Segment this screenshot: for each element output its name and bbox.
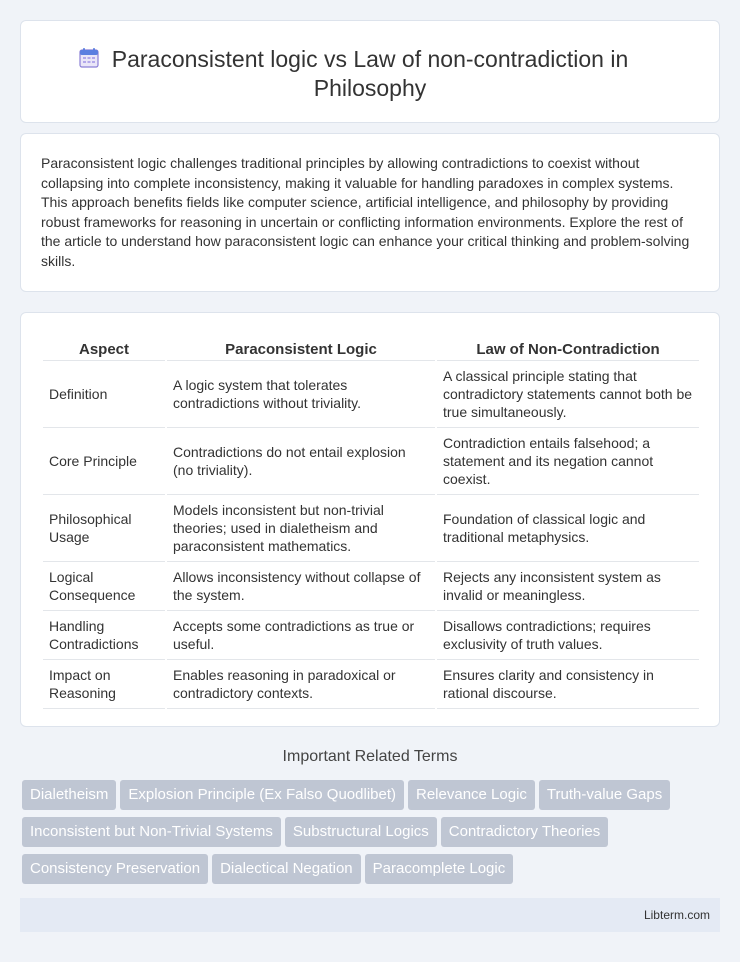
- table-row: [43, 660, 699, 709]
- footer: [20, 898, 720, 932]
- term-tag[interactable]: Truth-value Gaps: [539, 780, 670, 810]
- table-row: [43, 361, 699, 428]
- table-cell: A classical principle stating that contradictory statements cannot both be true simultaneously.: [437, 361, 699, 428]
- table-cell-aspect: Definition: [43, 361, 165, 428]
- table-cell-aspect: Logical Consequence: [43, 562, 165, 611]
- table-cell: Allows inconsistency without collapse of the system.: [167, 562, 435, 611]
- term-tag[interactable]: Substructural Logics: [285, 817, 437, 847]
- table-cell: Ensures clarity and consistency in rational discourse.: [437, 660, 699, 709]
- table-cell: Contradiction entails falsehood; a statement and its negation cannot coexist.: [437, 428, 699, 495]
- term-tag[interactable]: Dialetheism: [22, 780, 116, 810]
- intro-paragraph: Paraconsistent logic challenges traditional principles by allowing contradictions to coexist without collapsing into complete inconsistency, making it valuable for handling paradoxes in complex systems. This approach benefits fields like computer science, artificial intelligence, and philosophy by providing robust frameworks for reasoning in uncertain or conflicting information environments. Explore the rest of the article to understand how paraconsistent logic can enhance your critical thinking and problem-solving skills.: [41, 155, 690, 269]
- table-row: [43, 428, 699, 495]
- related-terms-list: [22, 780, 722, 891]
- intro-card: [20, 133, 720, 292]
- term-tag[interactable]: Relevance Logic: [408, 780, 535, 810]
- comparison-table-card: [20, 312, 720, 727]
- table-cell-aspect: Handling Contradictions: [43, 611, 165, 660]
- table-cell-aspect: Philosophical Usage: [43, 495, 165, 562]
- header-paraconsistent: Paraconsistent Logic: [167, 333, 435, 361]
- table-cell: A logic system that tolerates contradictions without triviality.: [167, 361, 435, 428]
- table-cell-aspect: Core Principle: [43, 428, 165, 495]
- term-tag[interactable]: Explosion Principle (Ex Falso Quodlibet): [120, 780, 404, 810]
- title-line-1: Paraconsistent logic vs Law of non-contradiction in: [111, 46, 629, 72]
- table-cell: Models inconsistent but non-trivial theories; used in dialetheism and paraconsistent mathematics.: [167, 495, 435, 562]
- header-non-contradiction: Law of Non-Contradiction: [437, 333, 699, 361]
- table-row: [43, 562, 699, 611]
- related-terms-heading: Important Related Terms: [282, 748, 458, 765]
- table-header-row: [43, 333, 699, 361]
- table-cell: Contradictions do not entail explosion (no triviality).: [167, 428, 435, 495]
- table-row: [43, 495, 699, 562]
- term-tag[interactable]: Contradictory Theories: [441, 817, 608, 847]
- term-tag[interactable]: Inconsistent but Non-Trivial Systems: [22, 817, 281, 847]
- table-cell: Rejects any inconsistent system as invalid or meaningless.: [437, 562, 699, 611]
- comparison-table: [41, 333, 701, 709]
- title-line-2: Philosophy: [313, 75, 427, 101]
- table-cell: Disallows contradictions; requires exclusivity of truth values.: [437, 611, 699, 660]
- table-cell: Enables reasoning in paradoxical or contradictory contexts.: [167, 660, 435, 709]
- page-title: [21, 45, 719, 103]
- term-tag[interactable]: Dialectical Negation: [212, 854, 361, 884]
- term-tag[interactable]: Paracomplete Logic: [365, 854, 514, 884]
- footer-site-link[interactable]: Libterm.com: [643, 908, 710, 922]
- term-tag[interactable]: Consistency Preservation: [22, 854, 208, 884]
- header-aspect: Aspect: [43, 333, 165, 361]
- table-cell: Accepts some contradictions as true or useful.: [167, 611, 435, 660]
- table-row: [43, 611, 699, 660]
- table-cell: Foundation of classical logic and traditional metaphysics.: [437, 495, 699, 562]
- table-cell-aspect: Impact on Reasoning: [43, 660, 165, 709]
- title-card: [20, 20, 720, 123]
